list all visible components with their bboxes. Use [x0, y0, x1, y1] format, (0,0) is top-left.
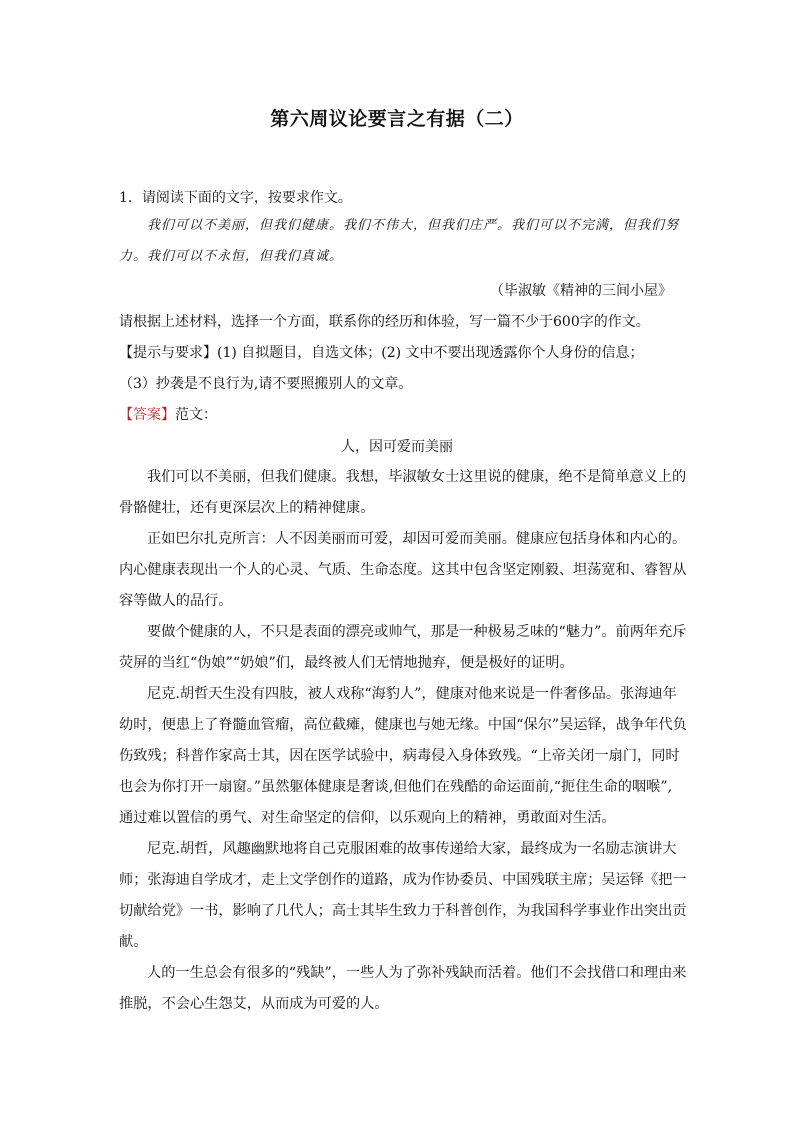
answer-label-suffix: 范文： [175, 407, 217, 423]
essay-line: 内心健康表现出一个人的心灵、气质、生命态度。这其中包含坚定刚毅、坦荡宽和、睿智从 [119, 562, 687, 578]
essay-line: 幼时，便患上了脊髓血管瘤，高位截瘫，健康也与她无缘。中国“保尔”吴运铎，战争年代负 [119, 717, 687, 733]
essay-line: 要做个健康的人，不只是表面的漂亮或帅气，那是一种极易乏味的“魅力”。前两年充斥 [147, 624, 687, 640]
answer-label: 【答案】 [119, 407, 175, 423]
essay-line: 切献给党》一书，影响了几代人；高士其毕生致力于科普创作，为我国科学事业作出突出贡 [119, 903, 687, 919]
essay-line: 荧屏的当红“伪娘”“奶娘”们，最终被人们无情地抛弃，便是极好的证明。 [119, 655, 574, 671]
essay-line: 人的一生总会有很多的“残缺”，一些人为了弥补残缺而活着。他们不会找借口和理由来 [147, 965, 687, 981]
tips-line-1: 【提示与要求】(1) 自拟题目，自选文体；(2) 文中不要出现透露你个人身份的信息； [119, 345, 644, 361]
essay-line: 我们可以不美丽，但我们健康。我想，毕淑敏女士这里说的健康，绝不是简单意义上的 [147, 469, 687, 485]
essay-line: 正如巴尔扎克所言：人不因美丽而可爱，却因可爱而美丽。健康应包括身体和内心的。 [147, 531, 687, 547]
essay-line: 骨骼健壮，还有更深层次上的精神健康。 [119, 500, 375, 516]
essay-line: 尼克.胡哲天生没有四肢，被人戏称“海豹人”，健康对他来说是一件奢侈品。张海迪年 [147, 686, 677, 702]
essay-line: 容等做人的品行。 [119, 593, 233, 609]
answer-heading [119, 405, 217, 425]
essay-line: 献。 [119, 934, 148, 950]
quote-line-1: 我们可以不美丽，但我们健康。我们不伟大，但我们庄严。我们可以不完满，但我们努 [147, 218, 680, 233]
page-title: 第六周议论要言之有据（二） [270, 108, 524, 130]
essay-line: 通过难以置信的勇气、对生命坚定的信仰，以乐观向上的精神，勇敢面对生活。 [119, 810, 616, 826]
essay-line: 师；张海迪自学成才，走上文学创作的道路，成为作协委员、中国残联主席；吴运铎《把一 [119, 872, 687, 888]
essay-line: 也会为你打开一扇窗。”虽然躯体健康是奢谈,但他们在残酷的命运面前,“扼住生命的咽喉”, [119, 779, 673, 795]
quote-source: （毕淑敏《精神的三间小屋》 [490, 283, 672, 299]
question-prompt: 1．请阅读下面的文字，按要求作文。 [119, 190, 352, 206]
essay-line: 尼克.胡哲，风趣幽默地将自己克服困难的故事传递给大家，最终成为一名励志演讲大 [147, 841, 677, 857]
quote-line-2: 力。我们可以不永恒，但我们真诚。 [119, 249, 344, 264]
tips-line-2: （3）抄袭是不良行为,请不要照搬别人的文章。 [119, 376, 413, 392]
essay-title: 人，因可爱而美丽 [341, 439, 453, 455]
instruction-text: 请根据上述材料，选择一个方面，联系你的经历和体验，写一篇不少于600字的作文。 [119, 314, 650, 330]
essay-line: 伤致残；科普作家高士其，因在医学试验中，病毒侵入身体致残。“上帝关闭一扇门，同时 [119, 748, 680, 764]
essay-line: 推脱，不会心生怨艾，从而成为可爱的人。 [119, 996, 389, 1012]
